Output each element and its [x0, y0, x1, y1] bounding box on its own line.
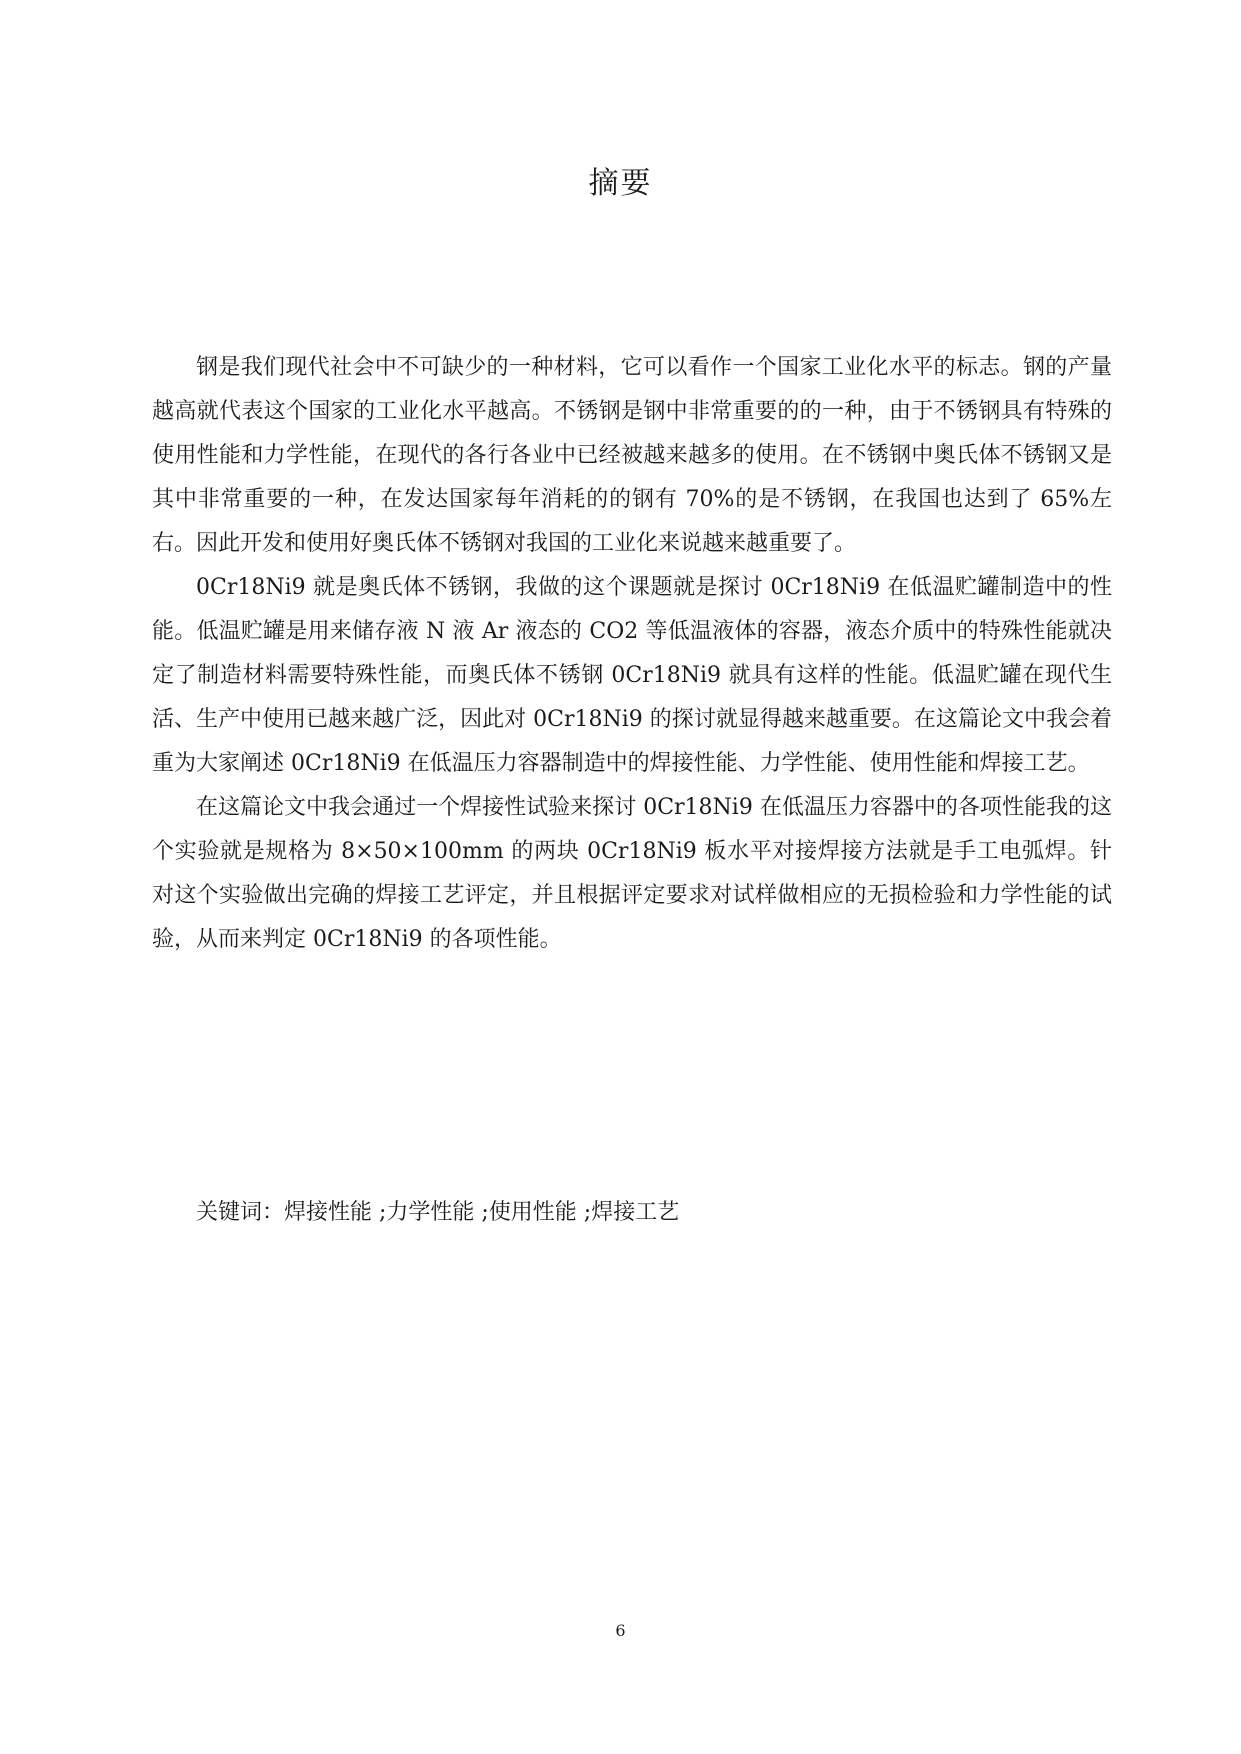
keywords-line: 关键词：焊接性能 ;力学性能 ;使用性能 ;焊接工艺 — [196, 1200, 680, 1225]
page-title: 摘要 — [588, 166, 653, 201]
abstract-body — [152, 346, 1112, 962]
abstract-paragraph-2: 0Cr18Ni9 就是奥氏体不锈钢，我做的这个课题就是探讨 0Cr18Ni9 在低温贮罐制造中的性能。低温贮罐是用来储存液 N 液 Ar 液态的 CO2 等低温液体的容器，液态介质中的特殊性能就决定了制造材料需要特殊性能，而奥氏体不锈钢 0Cr18Ni9 就具有这样的性能。低温贮罐在现代生活、生产中使用已越来越广泛，因此对 0Cr18Ni9 的探讨就显得越来越重要。在这篇论文中我会着重为大家阐述 0Cr18Ni9 在低温压力容器制造中的焊接性能、力学性能、使用性能和焊接工艺。 — [152, 575, 1112, 776]
abstract-paragraph-3: 在这篇论文中我会通过一个焊接性试验来探讨 0Cr18Ni9 在低温压力容器中的各项性能我的这个实验就是规格为 8×50×100mm 的两块 0Cr18Ni9 板水平对接焊接方法就是手工电弧焊。针对这个实验做出完确的焊接工艺评定，并且根据评定要求对试样做相应的无损检验和力学性能的试验，从而来判定 0Cr18Ni9 的各项性能。 — [152, 795, 1112, 952]
abstract-paragraph-1: 钢是我们现代社会中不可缺少的一种材料，它可以看作一个国家工业化水平的标志。钢的产量越高就代表这个国家的工业化水平越高。不锈钢是钢中非常重要的的一种，由于不锈钢具有特殊的使用性能和力学性能，在现代的各行各业中已经被越来越多的使用。在不锈钢中奥氏体不锈钢又是其中非常重要的一种，在发达国家每年消耗的的钢有 70%的是不锈钢，在我国也达到了 65%左右。因此开发和使用好奥氏体不锈钢对我国的工业化来说越来越重要了。 — [152, 355, 1112, 556]
page-number: 6 — [615, 1621, 626, 1640]
